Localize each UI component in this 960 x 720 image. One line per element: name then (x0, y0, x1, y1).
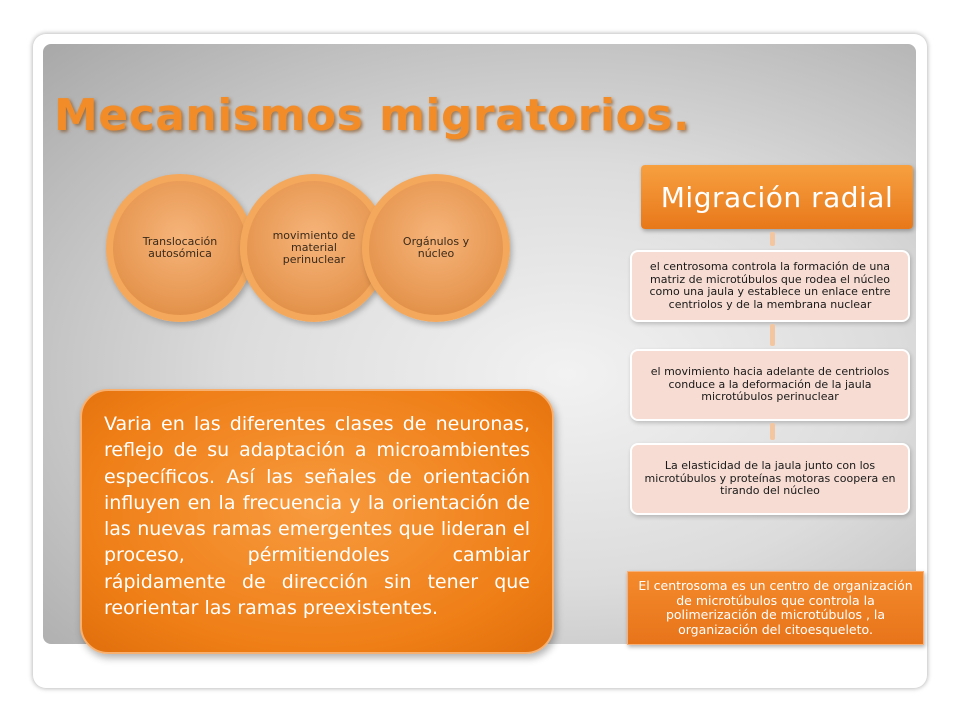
circle-label: Translocación autosómica (142, 235, 218, 260)
step-text: el centrosoma controla la formación de una matriz de microtúbulos que rodea el núcleo como una jaula y establece un enlace entre centriolos y de la membrana nuclear (649, 260, 891, 311)
circle-translocation (106, 174, 254, 322)
radial-step-1 (630, 250, 910, 322)
flow-connector (770, 423, 775, 440)
description-text: Varia en las diferentes clases de neuronas, reflejo de su adaptación a microambientes específicos. Así las señales de orientación influyen en la frecuencia y la orientación de las nuevas ramas emergentes que lideran el proceso, pérmitiendoles cambiar rápidamente de dirección sin tener que reorientar las ramas preexistentes. (104, 413, 530, 620)
note-text: El centrosoma es un centro de organización de microtúbulos que controla la polimerización de microtúbulos , la organización del citoesqueleto. (638, 578, 913, 637)
radial-header-label: Migración radial (660, 180, 894, 214)
circle-label: movimiento de material perinuclear (272, 229, 356, 266)
step-text: La elasticidad de la jaula junto con los microtúbulos y proteínas motoras coopera en tirando del núcleo (644, 459, 896, 498)
slide-title: Mecanismos migratorios. (54, 90, 691, 141)
radial-step-3 (630, 443, 910, 515)
description-box (80, 389, 554, 654)
flow-connector (770, 324, 775, 346)
step-text: el movimiento hacia adelante de centriolos conduce a la deformación de la jaula microtúbulos perinuclear (650, 365, 890, 404)
radial-migration-header (641, 165, 913, 229)
centrosome-note (627, 571, 924, 645)
circle-label: Orgánulos y núcleo (402, 235, 470, 260)
flow-connector (770, 232, 775, 246)
radial-step-2 (630, 349, 910, 421)
circle-organelles-nucleus (362, 174, 510, 322)
